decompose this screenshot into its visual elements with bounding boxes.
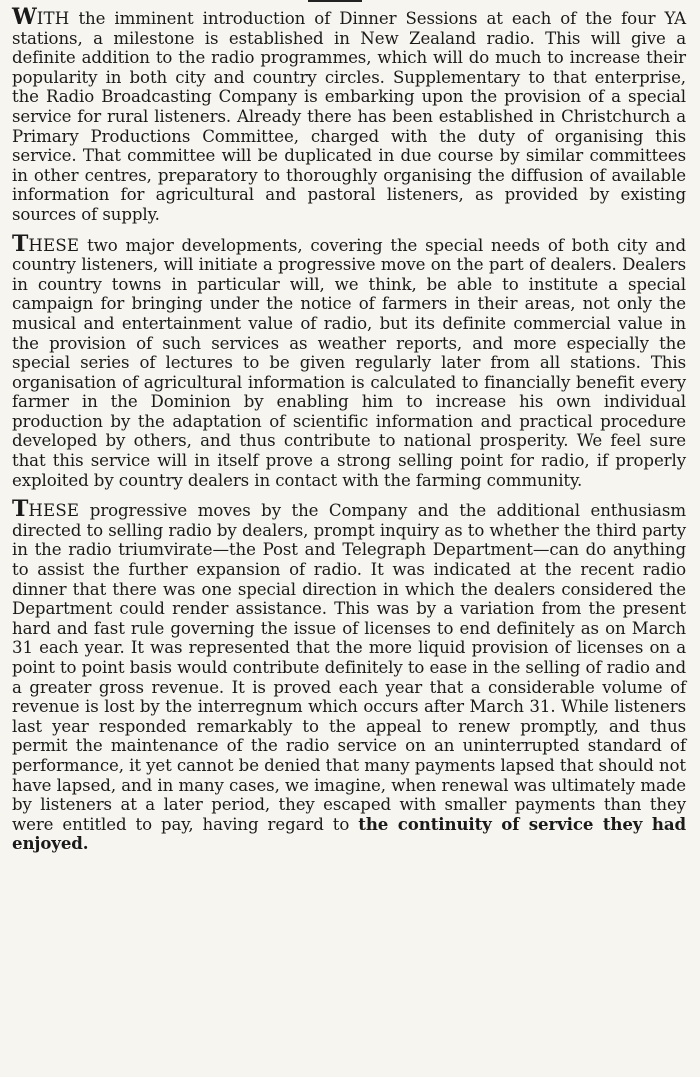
paragraph-text: the imminent introduction of Dinner Sessions at each of the four YA stations, a milestone is established in New Zealand radio. This will give a definite addition to the radio programmes, which will do much to increase their popularity in both city and country circles. Supplementary to that enterprise, the Radio Broadcasting Company is embarking upon the provision of a special service for rural listeners. Already there has been established in Christchurch a Primary Productions Committee, charged with the duty of organising this service. That committee will be duplicated in due course by similar committees in other centres, preparatory to thoroughly organising the diffusion of available information for agricultural and pastoral listeners, as provided by existing sources of supply. xyxy=(12,9,686,224)
top-rule xyxy=(308,0,362,2)
paragraph-bold-tail: the continuity of service they had enjoyed. xyxy=(12,813,686,854)
drop-cap: T xyxy=(12,496,29,523)
editorial-article xyxy=(12,4,686,864)
paragraph-text: two major developments, covering the special needs of both city and country listeners, will initiate a progressive move on the part of dealers. Dealers in country towns in particular will, we think, be able to institute a special campaign for bringing under the notice of farmers in their areas, not only the musical and entertainment value of radio, but its definite commercial value in the provision of such services as weather reports, and more especially the special series of lectures to be given regularly later from all stations. This organisation of agricultural information is calculated to financially benefit every farmer in the Dominion by enabling him to increase his own individual production by the adaptation of scientific information and practical procedure developed by others, and thus contribute to national prosperity. We feel sure that this service will in itself prove a strong selling point for radio, if properly exploited by country dealers in contact with the farming community. xyxy=(12,235,686,490)
small-caps-lead: HESE xyxy=(28,501,80,521)
drop-cap: W xyxy=(12,4,37,30)
paragraph-3 xyxy=(12,496,686,854)
paragraph-text: progressive moves by the Company and the additional enthusiasm directed to selling radio by dealers, prompt inquiry as to whether the third party in the radio triumvirate—the Post and Telegraph Department—can do anything to assist the further expansion of radio. It was indicated at the recent radio dinner that there was one special direction in which the dealers considered the Department could render assistance. This was by a variation from the present hard and fast rule governing the issue of licenses to end definitely as on March 31 each year. It was represented that the more liquid provision of licenses on a point to point basis would contribute definitely to ease in the selling of radio and a greater gross revenue. It is proved each year that a considerable volume of revenue is lost by the interregnum which occurs after March 31. While listeners last year responded remarkably to the appeal to renew promptly, and thus permit the maintenance of the radio service on an uninterrupted standard of performance, it yet cannot be denied that many payments lapsed that should not have lapsed, and in many cases, we imagine, when renewal was ultimately made by listeners at a later period, they escaped with smaller payments than they were entitled to pay, having regard to xyxy=(12,501,686,834)
paragraph-1 xyxy=(12,4,686,225)
paragraph-2 xyxy=(12,230,686,491)
small-caps-lead: HESE xyxy=(28,235,80,255)
small-caps-lead: ITH xyxy=(36,9,70,28)
drop-cap: T xyxy=(12,230,29,257)
